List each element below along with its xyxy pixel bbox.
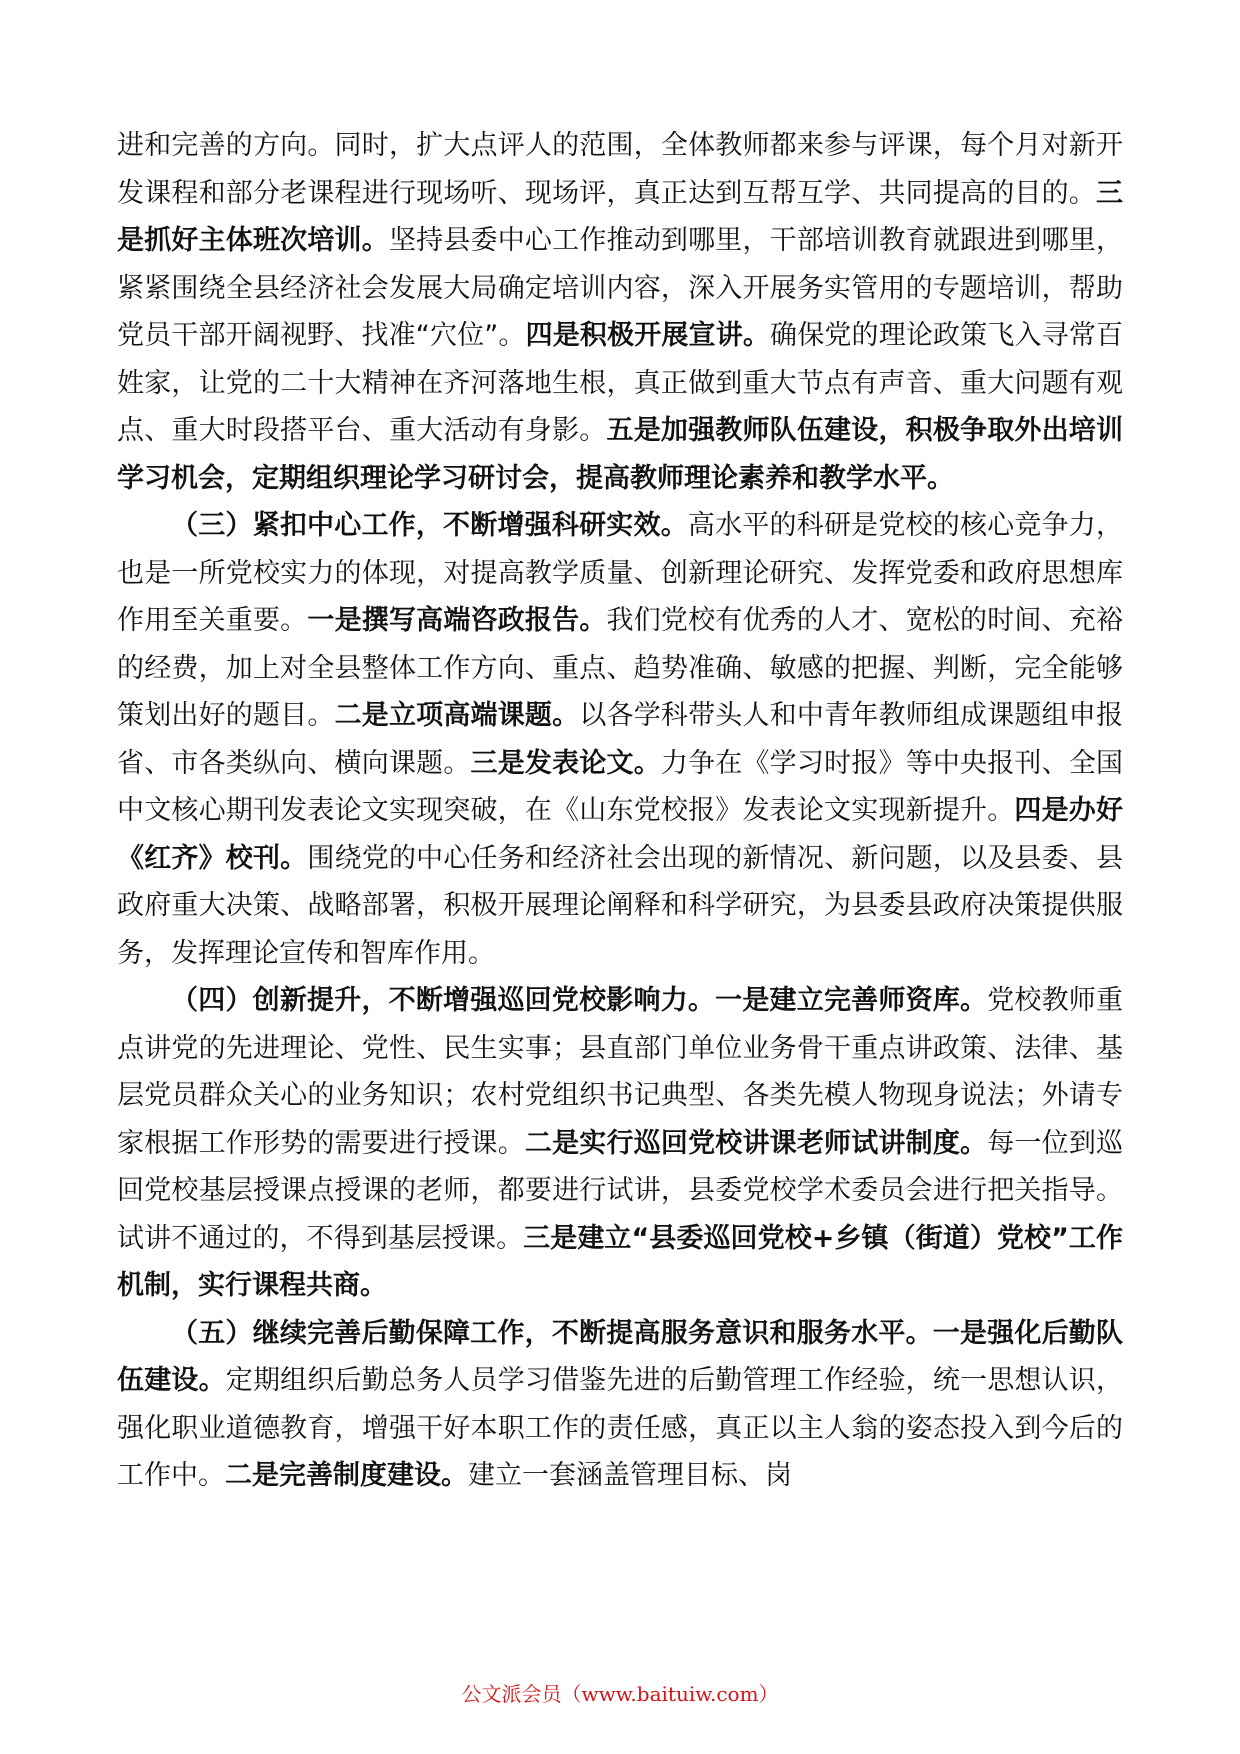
- body-text: 党校教师重点讲党的先进理论、党性、民生实事；县直部门单位业务骨干重点讲政策、法律、基层党员群众关心的业务知识；农村党组织书记典型、各类先模人物现身说法；外请专家根据工作形势的需要进行授课。: [117, 985, 1124, 1159]
- body-text: 定期组织后勤总务人员学习借鉴先进的后勤管理工作经验，统一思想认识，强化职业道德教育，增强干好本职工作的责任感，真正以主人翁的姿态投入到今后的工作中。: [117, 1365, 1124, 1491]
- body-text: 力争在《学习时报》等中央报刊、全国中文核心期刊发表论文实现突破，在《山东党校报》发表论文实现新提升。: [117, 747, 1124, 826]
- document-body: [117, 122, 1123, 1500]
- paragraph: [117, 122, 1123, 502]
- body-text: 进和完善的方向。同时，扩大点评人的范围，全体教师都来参与评课，每个月对新开发课程和部分老课程进行现场听、现场评，真正达到互帮互学、共同提高的目的。: [117, 130, 1123, 209]
- bold-heading-text: 一是撰写高端咨政报告。: [307, 605, 607, 636]
- paragraph: [117, 977, 1123, 1310]
- body-text: 我们党校有优秀的人才、宽松的时间、充裕的经费，加上对全县整体工作方向、重点、趋势准确、敏感的把握、判断，完全能够策划出好的题目。: [117, 605, 1124, 731]
- body-text: 坚持县委中心工作推动到哪里，干部培训教育就跟进到哪里，紧紧围绕全县经济社会发展大局确定培训内容，深入开展务实管用的专题培训，帮助党员干部开阔视野、找准“穴位”。: [117, 225, 1124, 351]
- paragraph: [117, 1310, 1123, 1500]
- bold-heading-text: 二是完善制度建设。: [225, 1460, 468, 1491]
- bold-heading-text: （四）创新提升，不断增强巡回党校影响力。: [171, 985, 716, 1016]
- paragraph: [117, 502, 1123, 977]
- bold-heading-text: 四是积极开展宣讲。: [525, 320, 771, 351]
- bold-heading-text: 三是抓好主体班次培训。: [117, 177, 1123, 256]
- body-text: 每一位到巡回党校基层授课点授课的老师，都要进行试讲，县委党校学术委员会进行把关指导。试讲不通过的，不得到基层授课。: [117, 1127, 1124, 1254]
- body-text: 以各学科带头人和中青年教师组成课题组申报省、市各类纵向、横向课题。: [117, 700, 1124, 779]
- bold-heading-text: （三）紧扣中心工作，不断增强科研实效。: [171, 510, 688, 541]
- bold-heading-text: 一是建立完善师资库。: [715, 985, 988, 1016]
- bold-heading-text: 五是加强教师队伍建设，积极争取外出培训学习机会，定期组织理论学习研讨会，提高教师理论素养和教学水平。: [117, 415, 1123, 494]
- bold-heading-text: 三是建立“县委巡回党校+乡镇（街道）党校”工作机制，实行课程共商。: [117, 1222, 1123, 1301]
- bold-heading-text: （五）继续完善后勤保障工作，不断提高服务意识和服务水平。: [171, 1317, 933, 1349]
- bold-heading-text: 三是发表论文。: [470, 747, 661, 779]
- body-text: 确保党的理论政策飞入寻常百姓家，让党的二十大精神在齐河落地生根，真正做到重大节点有声音、重大问题有观点、重大时段搭平台、重大活动有身影。: [117, 320, 1123, 446]
- bold-heading-text: 四是办好《红齐》校刊。: [117, 795, 1124, 874]
- bold-heading-text: 二是实行巡回党校讲课老师试讲制度。: [524, 1127, 988, 1159]
- body-text: 建立一套涵盖管理目标、岗: [468, 1460, 792, 1491]
- body-text: 围绕党的中心任务和经济社会出现的新情况、新问题，以及县委、县政府重大决策、战略部署，积极开展理论阐释和科学研究，为县委县政府决策提供服务，发挥理论宣传和智库作用。: [117, 842, 1124, 969]
- bold-heading-text: 一是强化后勤队伍建设。: [117, 1317, 1124, 1396]
- footer-watermark: 公文派会员（www.baituiw.com）: [461, 1682, 779, 1706]
- body-text: 高水平的科研是党校的核心竞争力，也是一所党校实力的体现，对提高教学质量、创新理论研究、发挥党委和政府思想库作用至关重要。: [117, 510, 1124, 636]
- bold-heading-text: 二是立项高端课题。: [334, 700, 580, 731]
